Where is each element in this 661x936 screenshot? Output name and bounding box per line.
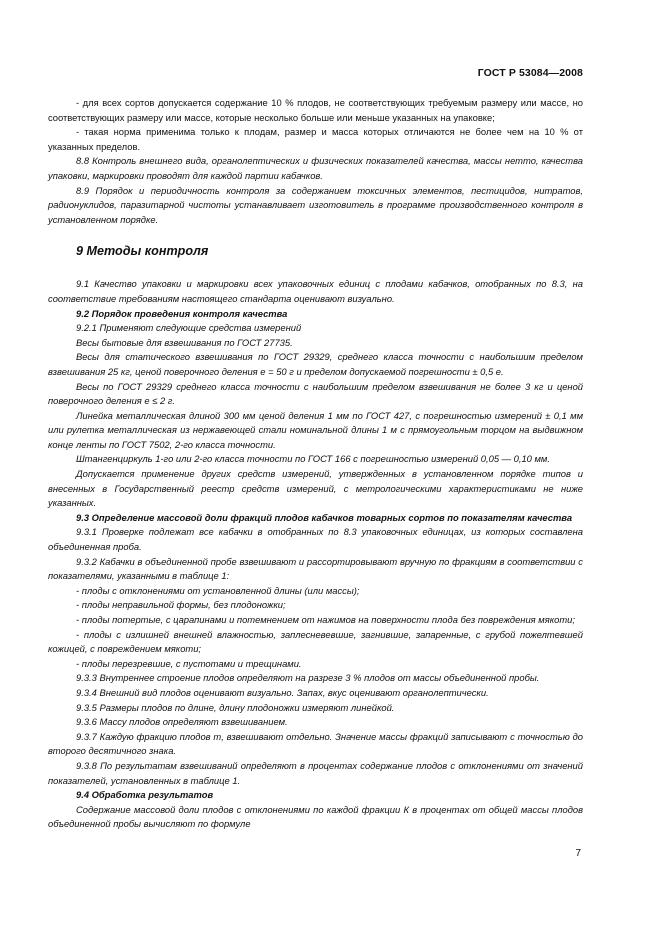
clause-9-3: 9.3 Определение массовой доли фракций плодов кабачков товарных сортов по показателям качества bbox=[76, 511, 573, 523]
fraction-item-scratched: - плоды потертые, с царапинами и потемнением от нажимов на поверхности плода без повреждения мякоти; bbox=[76, 614, 575, 625]
intro-paragraph-1: - для всех сортов допускается содержание 10 % плодов, не соответствующих требуемым размеру или массе, но соответствующих размеру или массе, которые несколько больше или меньше указанных на упаковке; bbox=[48, 97, 583, 123]
clause-8-8: 8.8 Контроль внешнего вида, органолептических и физических показателей качества, массы нетто, качества упаковки, маркировки проводят для каждой партии кабачков. bbox=[48, 155, 583, 181]
instrument-caliper: Штангенциркуль 1-го или 2-го класса точности по ГОСТ 166 с погрешностью измерений 0,05 — 0,10 мм. bbox=[76, 453, 550, 465]
clause-9-4-text: Содержание массовой доли плодов с отклонениями по каждой фракции К в процентах от общей массы плодов объединенной пробы вычисляют по формуле bbox=[48, 803, 583, 830]
fraction-item-shape: - плоды неправильной формы, без плодоножки; bbox=[76, 599, 286, 611]
instrument-scales-static: Весы для статического взвешивания по ГОСТ 29329, среднего класса точности с наибольшим пределом взвешивания 25 кг, ценой поверочного деления е = 50 г и пределом допускаемой погрешности ± 0,5 е. bbox=[48, 351, 583, 377]
clause-8-9: 8.9 Порядок и периодичность контроля за содержанием токсичных элементов, пестицидов, нитратов, радионуклидов, паразитарной чистоты устанавливает изготовитель в программе производственного контроля в установленном порядке. bbox=[48, 184, 583, 225]
instrument-scales-household: Весы бытовые для взвешивания по ГОСТ 27735. bbox=[76, 336, 293, 348]
clause-9-1: 9.1 Качество упаковки и маркировки всех упаковочных единиц с плодами кабачков, отобранных по 8.3, на соответствие требованиям настоящего стандарта оценивают визуально. bbox=[48, 278, 583, 304]
clause-9-3-8: 9.3.8 По результатам взвешиваний определяют в процентах содержание плодов с отклонениями от значений показателей, установленных в таблице 1. bbox=[48, 759, 583, 786]
instrument-ruler: Линейка металлическая длиной 300 мм ценой деления 1 мм по ГОСТ 427, с погрешностью измерений ± 0,1 мм или рулетка металлическая из нержавеющей стали номинальной длины 1 м с прямоугольным торцом на выдвижном конце ленты по ГОСТ 7502, 2-го класса точности. bbox=[48, 409, 583, 450]
clause-9-3-7: 9.3.7 Каждую фракцию плодов m, взвешивают отдельно. Значение массы фракций записывают с точностью до второго десятичного знака. bbox=[48, 730, 583, 757]
clause-9-3-4: 9.3.4 Внешний вид плодов оценивают визуально. Запах, вкус оценивают органолептически. bbox=[76, 686, 489, 698]
clause-9-4: 9.4 Обработка результатов bbox=[76, 789, 214, 801]
fraction-item-length: - плоды с отклонениями от установленной длины (или массы); bbox=[76, 584, 360, 596]
clause-9-3-1: 9.3.1 Проверке подлежат все кабачки в отобранных по 8.3 упаковочных единицах, из которых составлена объединенная проба. bbox=[48, 526, 583, 553]
instrument-scales-small: Весы по ГОСТ 29329 среднего класса точности с наибольшим пределом взвешивания не более 3 кг и ценой поверочного деления е ≤ 2 г. bbox=[48, 380, 583, 407]
fraction-item-moist: - плоды с излишней внешней влажностью, заплесневевшие, загнившие, запаренные, с грубой пожелтевшей кожицей, с повреждением мякоти; bbox=[48, 628, 583, 655]
page-number: 7 bbox=[575, 848, 581, 859]
instrument-other-allowed: Допускается применение других средств измерений, утвержденных в установленном порядке типов и внесенных в Государственный реестр средств измерений, с метрологическими характеристиками не ниже указанных. bbox=[48, 468, 583, 509]
fraction-item-overripe: - плоды перезревшие, с пустотами и трещинами. bbox=[76, 657, 302, 669]
clause-9-2-1: 9.2.1 Применяют следующие средства измерений bbox=[76, 322, 302, 334]
clause-9-2: 9.2 Порядок проведения контроля качества bbox=[76, 307, 288, 319]
clause-9-3-6: 9.3.6 Массу плодов определяют взвешиванием. bbox=[76, 716, 288, 728]
section-9-title: 9 Методы контроля bbox=[76, 244, 209, 259]
intro-paragraph-2: - такая норма применима только к плодам, размер и масса которых отличаются не более чем на 10 % от указанных пределов. bbox=[48, 126, 583, 152]
clause-9-3-2: 9.3.2 Кабачки в объединенной пробе взвешивают и рассортировывают вручную по фракциям в соответствии с показателями, указанными в таблице 1: bbox=[48, 555, 583, 582]
clause-9-3-3: 9.3.3 Внутреннее строение плодов определяют на разрезе 3 % плодов от массы объединенной пробы. bbox=[76, 672, 540, 684]
document-body bbox=[48, 96, 583, 832]
document-header-id: ГОСТ Р 53084—2008 bbox=[477, 67, 583, 79]
clause-9-3-5: 9.3.5 Размеры плодов по длине, длину плодоножки измеряют линейкой. bbox=[76, 701, 395, 713]
